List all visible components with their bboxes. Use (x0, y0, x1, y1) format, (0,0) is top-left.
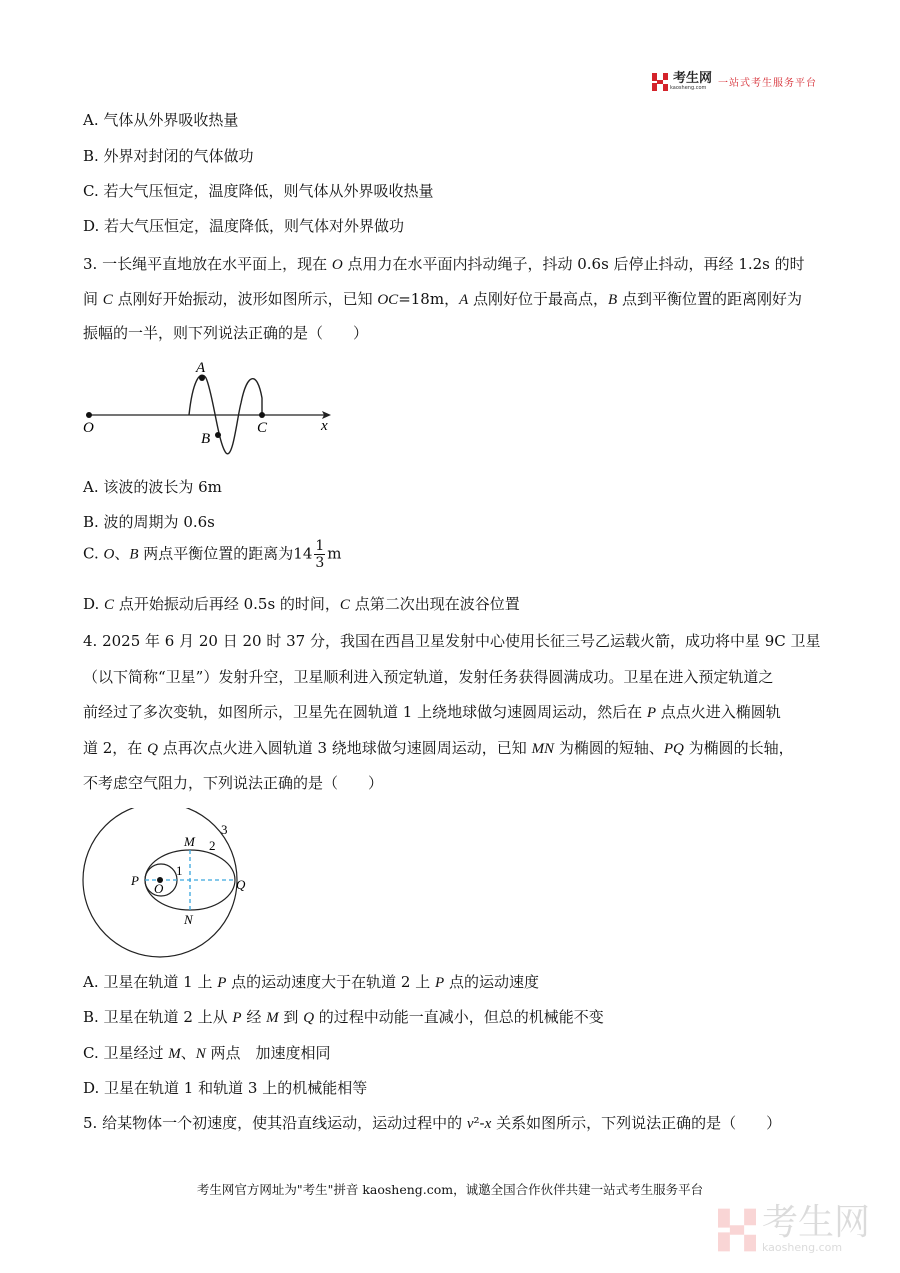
q3-stem-1 (83, 254, 805, 275)
label-a: A (196, 360, 206, 376)
variable-text: PQ (663, 741, 684, 757)
text-segment: 前经过了多次变轨，如图所示，卫星先在圆轨道 1 上绕地球做匀速圆周运动，然后在 (83, 703, 647, 721)
variable-text: P (217, 975, 227, 991)
text-segment: 点点火进入椭圆轨 (656, 703, 781, 721)
q2-option-d (83, 216, 404, 236)
label-orbit-3: 3 (221, 822, 228, 837)
q3-option-b (83, 512, 215, 532)
label-earth-o: O (154, 881, 164, 896)
text-segment: 点的运动速度大于在轨道 2 上 (226, 973, 436, 991)
footer-text: 考生网官方网址为"考生"拼音 kaosheng.com，诚邀全国合作伙伴共建一站式考生服务平台 (196, 1182, 704, 1197)
text-segment: （以下简称“卫星”）发射升空，卫星顺利进入预定轨道，发射任务获得圆满成功。卫星在进入预定轨道之 (83, 668, 774, 686)
label-b: B (201, 431, 211, 447)
q5-stem-1 (83, 1113, 781, 1134)
q4-stem-5 (83, 773, 383, 793)
text-segment: 两点平衡位置的距离为14 (138, 544, 313, 563)
variable-text: M (168, 1046, 181, 1062)
variable-text: C (339, 597, 350, 613)
label-orbit-2: 2 (209, 838, 216, 853)
variable-text: C (104, 597, 115, 613)
variable-text: P (646, 705, 657, 721)
text-segment: D. (83, 595, 105, 613)
watermark-text: 考生网 (762, 1202, 871, 1243)
point-o (86, 412, 92, 418)
text-segment: C. (83, 544, 104, 563)
fraction-denominator: 3 (315, 555, 325, 571)
variable-text: C (102, 292, 113, 308)
text-segment: A. 该波的波长为 6m (83, 478, 222, 496)
header-logo (652, 72, 817, 91)
q4-stem-1 (83, 631, 821, 651)
text-segment: D. 若大气压恒定，温度降低，则气体对外界做功 (83, 217, 405, 235)
text-segment: A. 卫星在轨道 1 上 (83, 973, 218, 991)
text-segment: B. 外界对封闭的气体做功 (83, 147, 254, 165)
text-segment: 5. 给某物体一个初速度，使其沿直线运动，运动过程中的 (83, 1114, 467, 1132)
text-segment: 点用力在水平面内抖动绳子，抖动 0.6s 后停止抖动，再经 1.2s 的时 (342, 255, 805, 273)
text-segment: 点开始振动后再经 0.5s 的时间， (114, 595, 340, 613)
variable-text: O (331, 257, 343, 273)
q2-option-b (83, 146, 254, 166)
logo-domain: kaosheng.com (670, 85, 707, 91)
q3-option-c (83, 538, 342, 571)
text-segment: 两点 加速度相同 (205, 1044, 331, 1062)
text-segment: 点第二次出现在波谷位置 (349, 595, 520, 613)
watermark-logo-icon (718, 1208, 756, 1252)
text-segment: 为椭圆的长轴， (683, 739, 794, 757)
q4-option-c (83, 1043, 331, 1064)
text-segment: 点刚好开始振动，波形如图所示，已知 (112, 290, 378, 308)
text-segment: C. 卫星经过 (83, 1044, 169, 1062)
text-segment: A. 气体从外界吸收热量 (83, 111, 239, 129)
wave-figure (75, 358, 345, 458)
text-segment: 为椭圆的短轴、 (554, 739, 664, 757)
q3-stem-2 (83, 289, 802, 310)
text-segment: 不考虑空气阻力，下列说法正确的是（ ） (83, 774, 384, 792)
q2-option-c (83, 181, 433, 201)
point-b (215, 432, 221, 438)
kaosheng-logo-icon (652, 73, 668, 91)
q3-option-a (83, 477, 222, 497)
text-segment: D. 卫星在轨道 1 和轨道 3 上的机械能相等 (83, 1079, 368, 1097)
text-segment: 4. 2025 年 6 月 20 日 20 时 37 分，我国在西昌卫星发射中心使用长征三号乙运载火箭，成功将中星 9C 卫星 (83, 632, 821, 650)
text-segment: =18m， (398, 290, 460, 308)
variable-text: B (608, 292, 618, 308)
variable-text: P (435, 975, 445, 991)
variable-text: Q (147, 741, 158, 757)
text-segment: 、 (114, 544, 130, 563)
variable-text: A (459, 292, 469, 308)
q4-option-d (83, 1078, 367, 1098)
variable-text: M (266, 1010, 279, 1026)
label-o: O (83, 420, 94, 436)
label-x: x (321, 418, 328, 434)
text-segment: m (327, 544, 342, 563)
label-m: M (184, 834, 195, 849)
q4-option-b (83, 1007, 604, 1028)
text-segment: 关系如图所示，下列说法正确的是（ ） (491, 1114, 782, 1132)
text-segment: 、 (180, 1044, 196, 1062)
variable-text: v (466, 1116, 474, 1132)
q4-stem-2 (83, 667, 773, 687)
text-segment: 间 (83, 290, 103, 308)
text-segment: 经 (241, 1008, 267, 1026)
text-segment: B. 卫星在轨道 2 上从 (83, 1008, 233, 1026)
text-segment: 到 (278, 1008, 304, 1026)
text-segment: 点的运动速度 (444, 973, 539, 991)
watermark (718, 1202, 871, 1254)
orbit-figure (75, 808, 275, 958)
text-segment: 点再次点火进入圆轨道 3 绕地球做匀速圆周运动，已知 (157, 739, 532, 757)
variable-text: B (129, 546, 139, 563)
variable-text: OC (377, 292, 399, 308)
fraction (314, 538, 325, 571)
label-c: C (257, 420, 268, 436)
text-segment: 振幅的一半，则下列说法正确的是（ ） (83, 324, 369, 342)
header-slogan: 一站式考生服务平台 (718, 78, 818, 89)
label-orbit-1: 1 (176, 863, 183, 878)
text-segment: ²- (473, 1114, 485, 1132)
variable-text: N (195, 1046, 206, 1062)
variable-text: Q (303, 1010, 315, 1026)
q3-stem-3 (83, 323, 368, 343)
fraction-numerator: 1 (315, 538, 325, 554)
label-p: P (131, 873, 139, 888)
text-segment: C. 若大气压恒定，温度降低，则气体从外界吸收热量 (83, 182, 434, 200)
label-q: Q (236, 877, 246, 892)
variable-text: O (103, 546, 115, 563)
text-segment: B. 波的周期为 0.6s (83, 513, 215, 531)
text-segment: 点刚好位于最高点， (468, 290, 609, 308)
text-segment: 的过程中动能一直减小，但总的机械能不变 (314, 1008, 604, 1026)
q2-option-a (83, 110, 238, 130)
label-n: N (184, 912, 193, 927)
logo-text: 考生网 (673, 71, 713, 86)
watermark-domain: kaosheng.com (762, 1241, 843, 1254)
variable-text: MN (531, 741, 555, 757)
q4-option-a (83, 972, 539, 993)
text-segment: 点到平衡位置的距离刚好为 (617, 290, 802, 308)
text-segment: 道 2，在 (83, 739, 148, 757)
point-c (259, 412, 265, 418)
variable-text: P (232, 1010, 242, 1026)
variable-text: x (484, 1116, 492, 1132)
q3-option-d (83, 594, 520, 615)
q4-stem-3 (83, 702, 781, 723)
q4-stem-4 (83, 738, 794, 759)
text-segment: 3. 一长绳平直地放在水平面上，现在 (83, 255, 332, 273)
